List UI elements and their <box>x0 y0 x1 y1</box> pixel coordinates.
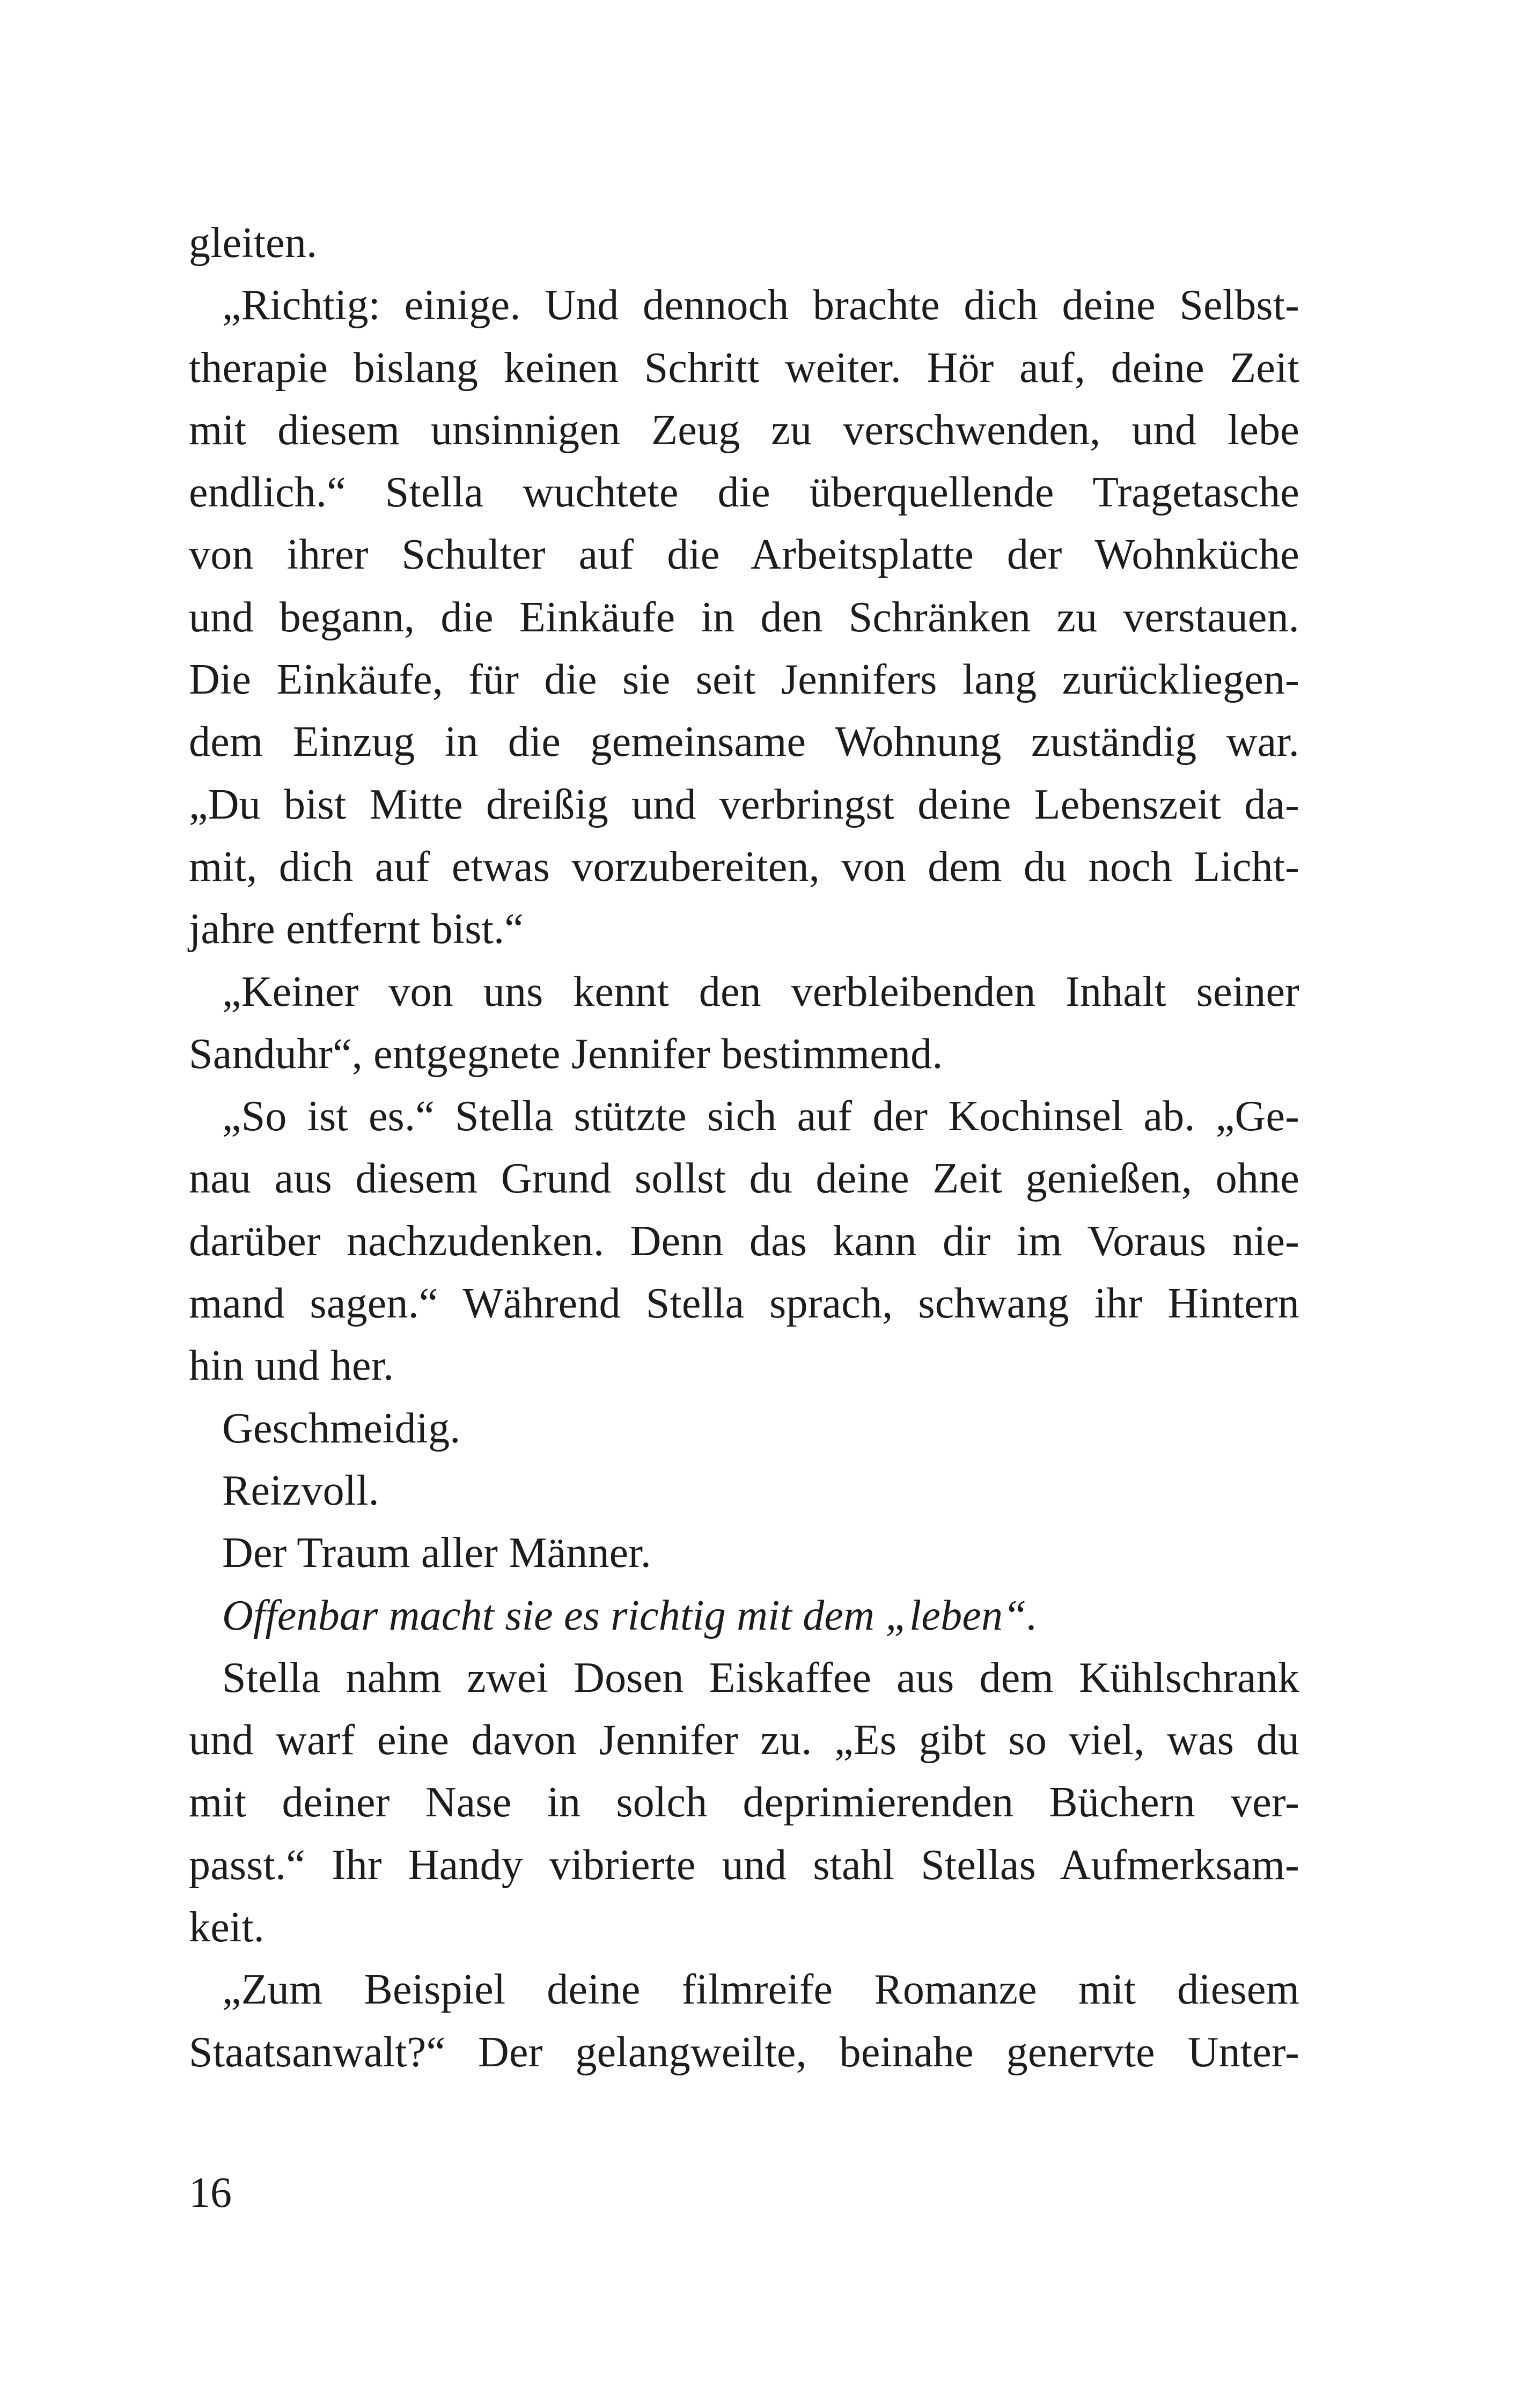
text-line: passt.“ Ihr Handy vibrierte und stahl Stellas Aufmerksam- <box>189 1841 1299 1889</box>
text-line: mit deiner Nase in solch deprimierenden Büchern ver- <box>189 1779 1299 1827</box>
text-line: nau aus diesem Grund sollst du deine Zeit genießen, ohne <box>189 1155 1299 1203</box>
text-line: mand sagen.“ Während Stella sprach, schwang ihr Hintern <box>189 1280 1299 1328</box>
text-line: Reizvoll. <box>222 1467 379 1514</box>
text-line: darüber nachzudenken. Denn das kann dir im Voraus nie- <box>189 1217 1299 1265</box>
text-line: und begann, die Einkäufe in den Schränken zu verstauen. <box>189 593 1299 641</box>
text-line: „So ist es.“ Stella stützte sich auf der Kochinsel ab. „Ge- <box>222 1093 1299 1140</box>
text-line: Die Einkäufe, für die sie seit Jennifers lang zurückliegen- <box>189 656 1299 704</box>
text-line: Staatsanwalt?“ Der gelangweilte, beinahe genervte Unter- <box>189 2028 1299 2076</box>
text-line: „Du bist Mitte dreißig und verbringst deine Lebenszeit da- <box>189 780 1299 828</box>
text-line: mit, dich auf etwas vorzubereiten, von dem du noch Licht- <box>189 843 1299 890</box>
text-line: therapie bislang keinen Schritt weiter. Hör auf, deine Zeit <box>189 344 1299 392</box>
body-text <box>189 212 1299 2083</box>
text-line: Der Traum aller Männer. <box>222 1529 651 1577</box>
text-line: keit. <box>189 1904 264 1952</box>
page-number: 16 <box>189 2169 232 2216</box>
text-line: „Keiner von uns kennt den verbleibenden Inhalt seiner <box>222 968 1299 1015</box>
text-line: „Zum Beispiel deine filmreife Romanze mit diesem <box>222 1966 1299 2014</box>
text-line: dem Einzug in die gemeinsame Wohnung zuständig war. <box>189 718 1299 766</box>
text-line: von ihrer Schulter auf die Arbeitsplatte der Wohnküche <box>189 531 1299 579</box>
text-line: und warf eine davon Jennifer zu. „Es gibt so viel, was du <box>189 1717 1299 1764</box>
text-line: Geschmeidig. <box>222 1404 461 1452</box>
text-line: mit diesem unsinnigen Zeug zu verschwenden, und lebe <box>189 406 1299 454</box>
text-line: endlich.“ Stella wuchtete die überquellende Tragetasche <box>189 469 1299 517</box>
text-line: Offenbar macht sie es richtig mit dem „leben“. <box>222 1592 1038 1639</box>
text-line: jahre entfernt bist.“ <box>189 905 524 953</box>
text-line: hin und her. <box>189 1342 394 1390</box>
text-line: Stella nahm zwei Dosen Eiskaffee aus dem Kühlschrank <box>222 1654 1299 1702</box>
text-line: Sanduhr“, entgegnete Jennifer bestimmend. <box>189 1030 943 1078</box>
text-line: gleiten. <box>189 219 318 267</box>
text-line: „Richtig: einige. Und dennoch brachte dich deine Selbst- <box>222 282 1299 329</box>
